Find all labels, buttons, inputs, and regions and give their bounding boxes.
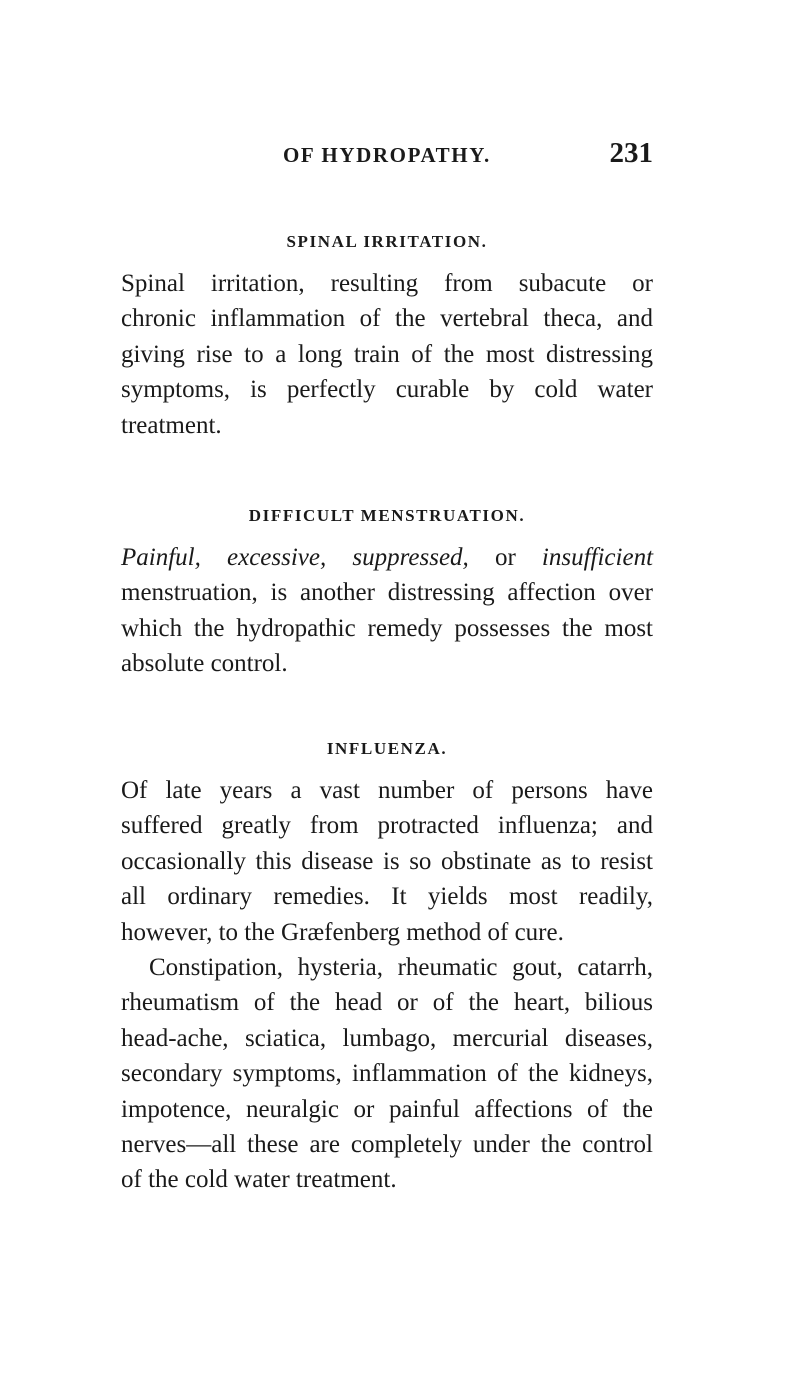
text-line: however, to the Græfenberg method of cure. (121, 918, 564, 946)
text-line (121, 540, 653, 575)
text-line: symptoms, is perfectly curable by cold water (121, 376, 653, 404)
paragraph (121, 773, 653, 950)
section-influenza (121, 739, 653, 1198)
text-line: suffered greatly from protracted influenza; and (121, 812, 653, 840)
section-difficult-menstruation (121, 506, 653, 682)
section-heading: DIFFICULT MENSTRUATION. (248, 506, 526, 525)
text-line: which the hydropathic remedy possesses the most (121, 614, 653, 642)
running-head (283, 137, 653, 171)
text-line: menstruation, is another distressing affection over (121, 579, 653, 607)
text-line: nerves—all these are completely under the control (121, 1131, 653, 1159)
text-line: Of late years a vast number of persons have (121, 777, 653, 804)
plain-word: or (494, 544, 516, 571)
paragraph (121, 266, 653, 443)
section-heading: SPINAL IRRITATION. (286, 232, 488, 251)
text-line: impotence, neuralgic or painful affections of the (121, 1095, 653, 1123)
text-line: occasionally this disease is so obstinate as to resist (121, 847, 653, 875)
italic-term: Painful, (121, 544, 201, 571)
paragraph (121, 950, 653, 1198)
text-line: absolute control. (121, 650, 288, 678)
paragraph (121, 540, 653, 682)
section-heading: INFLUENZA. (326, 739, 448, 758)
text-line: head-ache, sciatica, lumbago, mercurial diseases, (121, 1024, 653, 1052)
text-line: giving rise to a long train of the most distressing (121, 340, 653, 368)
running-title: OF HYDROPATHY. (283, 143, 491, 167)
italic-term: suppressed, (352, 544, 469, 571)
text-line: secondary symptoms, inflammation of the kidneys, (121, 1060, 653, 1088)
page-number: 231 (609, 137, 653, 169)
text-line: chronic inflammation of the vertebral theca, and (121, 305, 653, 333)
italic-term: excessive, (227, 544, 327, 571)
text-line: treatment. (121, 411, 222, 439)
text-line: all ordinary remedies. It yields most readily, (121, 883, 653, 911)
text-line: rheumatism of the head or of the heart, bilious (121, 989, 653, 1017)
text-line: of the cold water treatment. (121, 1166, 397, 1194)
text-line: Constipation, hysteria, rheumatic gout, catarrh, (149, 954, 653, 982)
section-spinal-irritation (121, 232, 653, 443)
italic-term: insufficient (541, 544, 654, 571)
text-line: Spinal irritation, resulting from subacute or (121, 270, 653, 297)
